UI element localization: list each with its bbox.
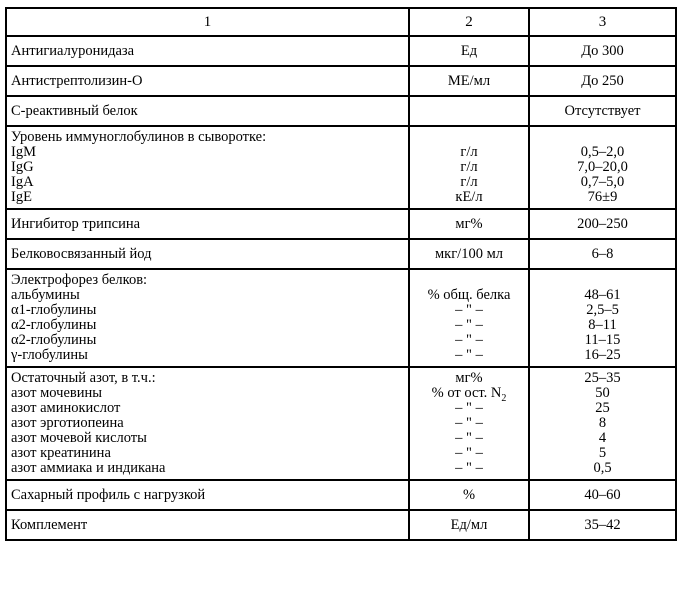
unit: Ед [409,36,529,66]
sub-indicator-name: IgA [11,174,34,190]
unit: % общ. белка [427,287,511,303]
reference-value: 40–60 [529,480,676,510]
reference-value: До 300 [529,36,676,66]
reference-value: 7,0–20,0 [577,159,628,175]
sub-indicator-name: азот мочевины [11,385,102,401]
indicator-name: Ингибитор трипсина [6,209,409,239]
value-group [529,269,676,367]
table-row [6,239,676,269]
sub-indicator-name: IgG [11,159,34,175]
sub-indicator-name: α2-глобулины [11,317,97,333]
unit: кЕ/л [455,189,483,205]
unit: – " – [455,445,483,461]
reference-value: 11–15 [584,332,621,348]
reference-value: 25–35 [584,370,621,386]
reference-value: До 250 [529,66,676,96]
indicator-name: Белковосвязанный йод [6,239,409,269]
unit: – " – [455,317,483,333]
unit: – " – [455,302,483,318]
unit: % [409,480,529,510]
unit: г/л [460,174,478,190]
table-row [6,510,676,540]
header-row [6,8,676,36]
column-header-3: 3 [529,8,676,36]
unit: – " – [455,332,483,348]
reference-value: 16–25 [584,347,621,363]
column-header-2: 2 [409,8,529,36]
unit: – " – [455,415,483,431]
indicator-name: Антистрептолизин-О [6,66,409,96]
reference-value: 35–42 [529,510,676,540]
indicator-name: С-реактивный белок [6,96,409,126]
unit: мг% [455,370,483,386]
reference-value: Отсутствует [529,96,676,126]
unit: – " – [455,460,483,476]
table-row [6,209,676,239]
sub-indicator-name: IgE [11,189,32,205]
sub-indicator-name: α1-глобулины [11,302,97,318]
reference-value: 2,5–5 [586,302,619,318]
indicator-group [6,367,409,480]
reference-value: 76±9 [587,189,618,205]
sub-indicator-name: IgM [11,144,36,160]
sub-indicator-name: азот эрготиопеина [11,415,124,431]
sub-indicator-name: азот креатинина [11,445,111,461]
reference-values-table [5,7,677,541]
reference-value: 8 [598,415,607,431]
value-group [529,126,676,209]
indicator-group [6,269,409,367]
unit: – " – [455,347,483,363]
sub-indicator-name: α2-глобулины [11,332,97,348]
table-row [6,66,676,96]
value-group [529,367,676,480]
reference-value: 0,7–5,0 [580,174,625,190]
table-row [6,367,676,480]
unit: г/л [460,159,478,175]
sub-indicator-name: азот мочевой кислоты [11,430,147,446]
reference-value: 6–8 [529,239,676,269]
sub-indicator-name: альбумины [11,287,80,303]
unit: МЕ/мл [409,66,529,96]
table-row [6,480,676,510]
reference-value: 0,5–2,0 [580,144,625,160]
reference-value: 5 [598,445,607,461]
reference-value: 200–250 [529,209,676,239]
group-title: Уровень иммуноглобулинов в сыворотке: [11,129,267,145]
unit [409,96,529,126]
reference-value: 4 [598,430,607,446]
table-row [6,126,676,209]
reference-value: 48–61 [584,287,621,303]
table-row [6,269,676,367]
group-title: Электрофорез белков: [11,272,148,288]
indicator-group [6,126,409,209]
reference-value: 50 [595,385,610,401]
table-row [6,36,676,66]
unit-group [409,269,529,367]
indicator-name: Сахарный профиль с нагрузкой [6,480,409,510]
reference-value: 25 [595,400,610,416]
column-header-1: 1 [6,8,409,36]
unit: г/л [460,144,478,160]
unit-text: % от ост. N [431,385,502,401]
indicator-name: Антигиалуронидаза [6,36,409,66]
sub-indicator-name: азот аминокислот [11,400,121,416]
unit [414,385,524,404]
unit: Ед/мл [409,510,529,540]
sub-indicator-name: γ-глобулины [11,347,88,363]
unit: – " – [455,400,483,416]
unit-subscript: 2 [501,392,507,404]
unit: – " – [455,430,483,446]
unit-group [409,367,529,480]
indicator-name: Комплемент [6,510,409,540]
sub-indicator-name: азот аммиака и индикана [11,460,166,476]
unit-group [409,126,529,209]
unit: мг% [409,209,529,239]
reference-value: 0,5 [593,460,612,476]
table-row [6,96,676,126]
reference-value: 8–11 [588,317,617,333]
group-title: Остаточный азот, в т.ч.: [11,370,156,386]
unit: мкг/100 мл [409,239,529,269]
